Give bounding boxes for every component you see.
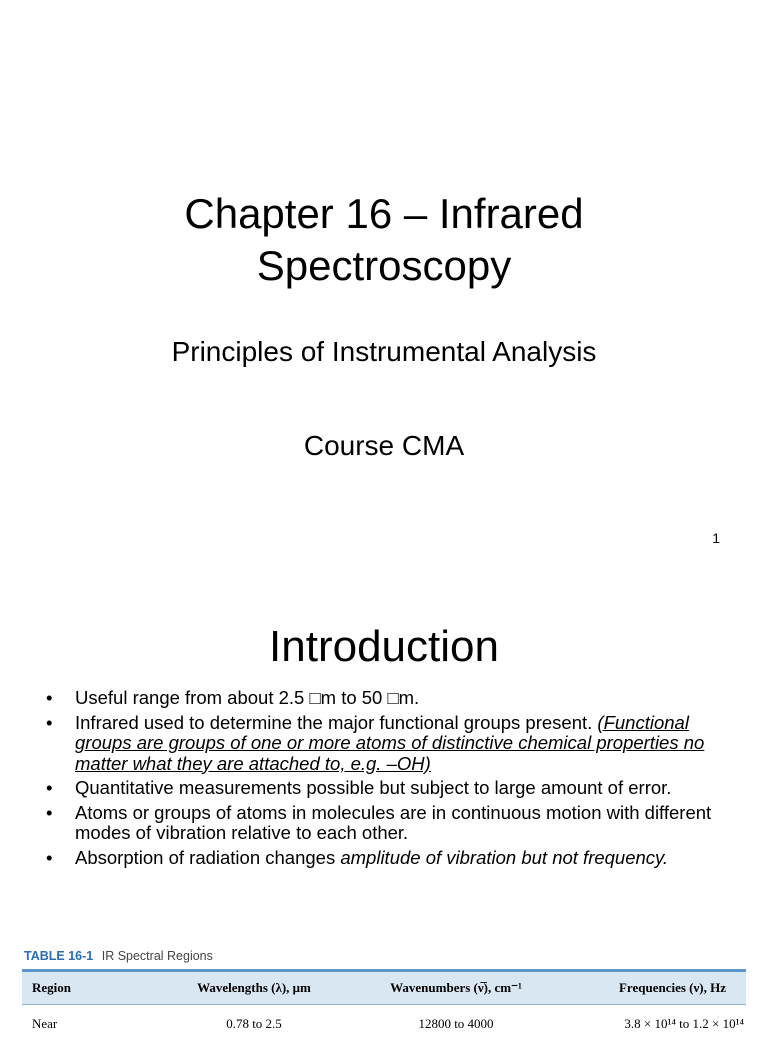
bullet-text: Absorption of radiation changes	[75, 847, 340, 868]
chapter-title-line2: Spectroscopy	[257, 242, 511, 289]
bullet-item	[46, 688, 726, 709]
bullet-icon: •	[46, 713, 52, 734]
table-caption	[24, 949, 213, 963]
cell-region: Near	[22, 1005, 158, 1044]
bullet-item	[46, 713, 726, 775]
table-number: TABLE 16-1	[24, 949, 93, 963]
book-subtitle: Principles of Instrumental Analysis	[0, 336, 768, 368]
bullet-item	[46, 803, 726, 844]
cell-wavelengths: 0.78 to 2.5	[158, 1005, 350, 1044]
page-number: 1	[712, 530, 720, 546]
header-wavenumbers: Wavenumbers (ν̅), cm⁻¹	[350, 971, 562, 1005]
bullet-text: Quantitative measurements possible but subject to large amount of error.	[75, 777, 671, 798]
bullet-icon: •	[46, 803, 52, 824]
table-title: IR Spectral Regions	[102, 949, 213, 963]
chapter-title	[0, 188, 768, 292]
bullet-text: Useful range from about 2.5 □m to 50 □m.	[75, 687, 419, 708]
bullet-icon: •	[46, 688, 52, 709]
bullet-list	[46, 688, 726, 872]
bullet-emphasis: amplitude of vibration but not frequency.	[340, 847, 668, 868]
chapter-title-line1: Chapter 16 – Infrared	[184, 190, 583, 237]
bullet-icon: •	[46, 778, 52, 799]
header-wavelengths: Wavelengths (λ), μm	[158, 971, 350, 1005]
bullet-note: (Functional groups are groups of one or more atoms of distinctive chemical properties no matter what they are attached to, e.g. –OH)	[75, 712, 704, 774]
header-region: Region	[22, 971, 158, 1005]
header-frequencies: Frequencies (ν), Hz	[562, 971, 746, 1005]
table-header-row	[22, 971, 746, 1005]
bullet-icon: •	[46, 848, 52, 869]
bullet-text: Atoms or groups of atoms in molecules are in continuous motion with different modes of vibration relative to each other.	[75, 802, 711, 844]
ir-regions-table	[22, 969, 746, 1044]
cell-frequencies: 3.8 × 10¹⁴ to 1.2 × 10¹⁴	[562, 1005, 746, 1044]
course-name: Course CMA	[0, 430, 768, 462]
table-row	[22, 1005, 746, 1044]
slide-title: Introduction	[0, 622, 768, 672]
introduction-slide	[0, 580, 768, 1024]
bullet-text: Infrared used to determine the major functional groups present.	[75, 712, 592, 733]
bullet-item	[46, 778, 726, 799]
cell-wavenumbers: 12800 to 4000	[350, 1005, 562, 1044]
bullet-item	[46, 848, 726, 869]
